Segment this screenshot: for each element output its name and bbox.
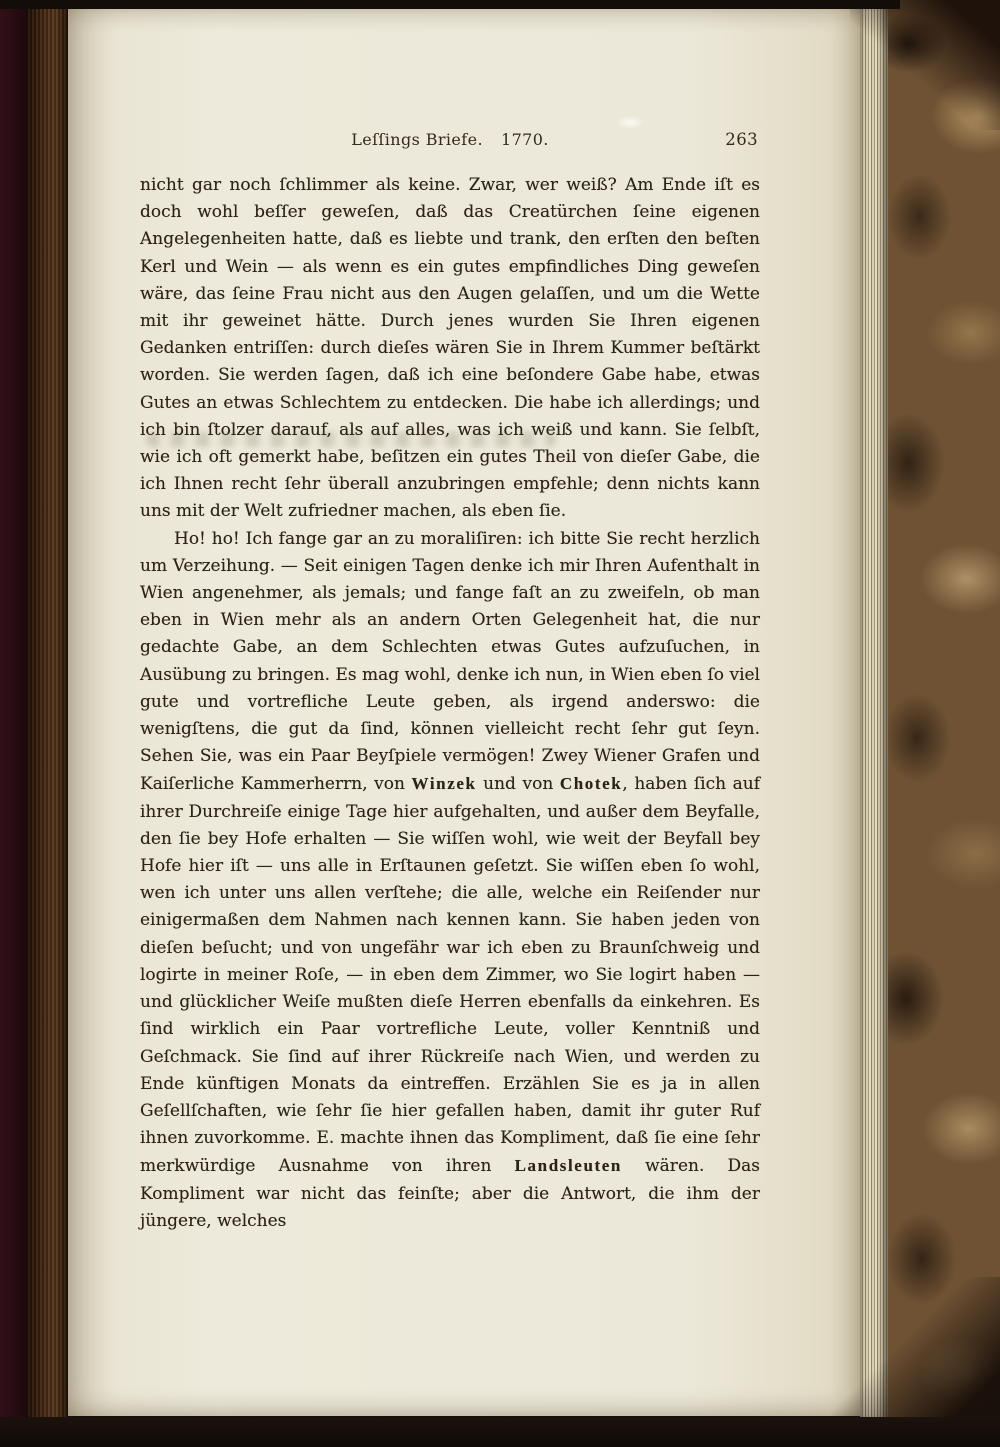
paragraph-2-text: , haben ſich auf ihrer Durchreiſe einige Tage hier aufgehalten, und außer dem Beyfalle, den ſie bey Hofe erhalten — Sie wiſſen wohl, wie weit der Beyfall bey Hofe hier iſt — uns alle in Erſtaunen geſetzt. Sie wiſſen eben ſo wohl, wen ich unter uns allen verſtehe; die alle, welche ein Reiſender nur einigermaßen dem Nahmen nach kennen kann. Sie haben jeden von dieſen beſucht; und von ungefähr war ich eben zu Braunſchweig und logirte in meiner Roſe, — in eben dem Zimmer, wo Sie logirt haben — und glücklicher Weiſe mußten dieſe Herren ebenfalls da einkehren. Es ſind wirklich ein Paar vortrefliche Leute, voller Kenntniß und Geſchmack. Sie ſind auf ihrer Rückreiſe nach Wien, und werden zu Ende künftigen Monats da eintreffen. Erzählen Sie es ja in allen Geſellſchaften, wie ſehr ſie hier gefallen haben, damit ihr guter Ruf ihnen zuvorkomme. E. machte ihnen das Kompliment, daß ſie eine ſehr merkwürdige Ausnahme von ihren — [140, 774, 760, 1177]
running-head-center — [140, 130, 760, 149]
paragraph-2 — [140, 526, 760, 1235]
paper-blemish — [616, 116, 644, 129]
page-number: 263 — [725, 130, 758, 149]
emphasized-name-winzek: Winzek — [411, 774, 477, 794]
paper-page — [68, 8, 862, 1416]
paragraph-1: nicht gar noch ſchlimmer als keine. Zwar, wer weiß? Am Ende iſt es doch wohl beſſer geweſen, daß das Creatürchen ſeine eigenen Angelegenheiten hatte, daß es liebte und trank, den erſten den beſten Kerl und Wein — als wenn es ein gutes empfindliches Ding geweſen wäre, das ſeine Frau nicht aus den Augen gelaſſen, und um die Wette mit ihr geweinet hätte. Durch jenes wurden Sie Ihren eigenen Gedanken entriſſen: durch dieſes wären Sie in Ihrem Kummer beſtärkt worden. Sie werden ſagen, daß ich eine beſondere Gabe habe, etwas Gutes an etwas Schlechtem zu entdecken. Die habe ich allerdings; und ich bin ſtolzer darauf, als auf alles, was ich weiß und kann. Sie ſelbſt, wie ich oft gemerkt habe, beſitzen ein gutes Theil von dieſer Gabe, die ich Ihnen recht ſehr überall anzubringen empfehle; denn nichts kann uns mit der Welt zufriedner machen, als eben ſie. — [140, 175, 760, 522]
text-column — [140, 130, 760, 1235]
letter-body — [140, 172, 760, 1235]
photo-edge-top — [0, 0, 900, 9]
running-head — [140, 130, 760, 160]
paragraph-2-text: und von — [476, 774, 560, 795]
page-fore-edge-stack — [860, 4, 888, 1422]
book-spine — [26, 0, 68, 1447]
book-board-edge — [0, 0, 26, 1447]
marbled-cover-paper — [888, 0, 1000, 1447]
paragraph-2-text: wären. Das Kompliment war nicht das feinſte; aber die Antwort, die ihm der jüngere, welches — [140, 1156, 760, 1231]
paragraph-2-text: Ho! ho! Ich fange gar an zu moraliſiren: ich bitte Sie recht herzlich um Verzeihung. — Seit einigen Tagen denke ich mir Ihren Aufenthalt in Wien angenehmer, als jemals; und fange faſt an zu zweifeln, ob man eben in Wien mehr als an andern Orten Gelegenheit hat, die nur gedachte Gabe, an dem Schlechten etwas Gutes aufzuſuchen, in Ausübung zu bringen. Es mag wohl, denke ich nun, in Wien eben ſo viel gute und vortrefliche Leute geben, als irgend anderswo: die wenigſtens, die gut da ſind, können vielleicht recht ſehr gut ſeyn. Sehen Sie, was ein Paar Beyſpiele vermögen! Zwey Wiener Grafen und Kaiſerliche Kammerherrn, von — [140, 528, 760, 795]
running-year: 1770. — [500, 130, 549, 149]
photo-edge-bottom — [0, 1417, 1000, 1447]
emphasized-word-landsleuten: Landsleuten — [514, 1156, 622, 1176]
emphasized-name-chotek: Chotek — [559, 774, 623, 794]
running-title: Leſſings Briefe. — [351, 130, 483, 149]
